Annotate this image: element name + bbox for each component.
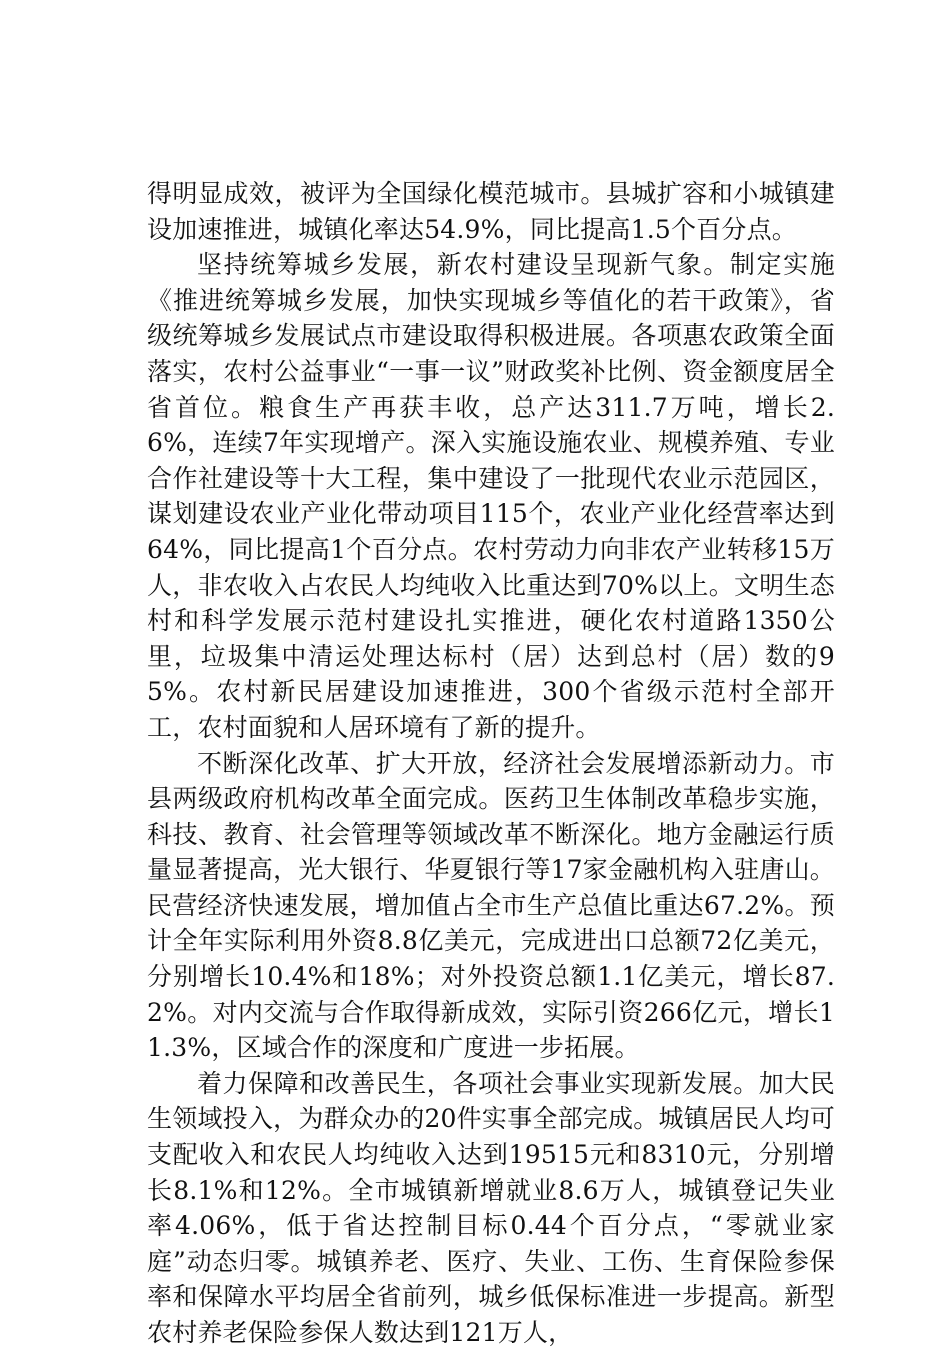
paragraph-livelihood: 着力保障和改善民生，各项社会事业实现新发展。加大民生领域投入，为群众办的20件实事全部完成。城镇居民人均可支配收入和农民人均纯收入达到19515元和8310元，分别增长8.1%和12%。全市城镇新增就业8.6万人，城镇登记失业率4.06%，低于省达控制目标0.44个百分点，“零就业家庭”动态归零。城镇养老、医疗、失业、工伤、生育保险参保率和保障水平均居全省前列，城乡低保标准进一步提高。新型农村养老保险参保人数达到121万人，: [147, 1068, 835, 1347]
paragraph-continuation: 得明显成效，被评为全国绿化模范城市。县城扩容和小城镇建设加速推进，城镇化率达54.9%，同比提高1.5个百分点。: [147, 179, 835, 244]
paragraph-rural-development: 坚持统筹城乡发展，新农村建设呈现新气象。制定实施《推进统筹城乡发展，加快实现城乡等值化的若干政策》，省级统筹城乡发展试点市建设取得积极进展。各项惠农政策全面落实，农村公益事业“一事一议”财政奖补比例、资金额度居全省首位。粮食生产再获丰收，总产达311.7万吨，增长2.6%，连续7年实现增产。深入实施设施农业、规模养殖、专业合作社建设等十大工程，集中建设了一批现代农业示范园区，谋划建设农业产业化带动项目115个，农业产业化经营率达到64%，同比提高1个百分点。农村劳动力向非农产业转移15万人，非农收入占农民人均纯收入比重达到70%以上。文明生态村和科学发展示范村建设扎实推进，硬化农村道路1350公里，垃圾集中清运处理达标村（居）达到总村（居）数的95%。农村新民居建设加速推进，300个省级示范村全部开工，农村面貌和人居环境有了新的提升。: [147, 250, 835, 742]
document-body: [147, 176, 835, 1351]
paragraph-reform-opening: 不断深化改革、扩大开放，经济社会发展增添新动力。市县两级政府机构改革全面完成。医药卫生体制改革稳步实施，科技、教育、社会管理等领域改革不断深化。地方金融运行质量显著提高，光大银行、华夏银行等17家金融机构入驻唐山。民营经济快速发展，增加值占全市生产总值比重达67.2%。预计全年实际利用外资8.8亿美元，完成进出口总额72亿美元，分别增长10.4%和18%；对外投资总额1.1亿美元，增长87.2%。对内交流与合作取得新成效，实际引资266亿元，增长11.3%，区域合作的深度和广度进一步拓展。: [147, 748, 835, 1063]
